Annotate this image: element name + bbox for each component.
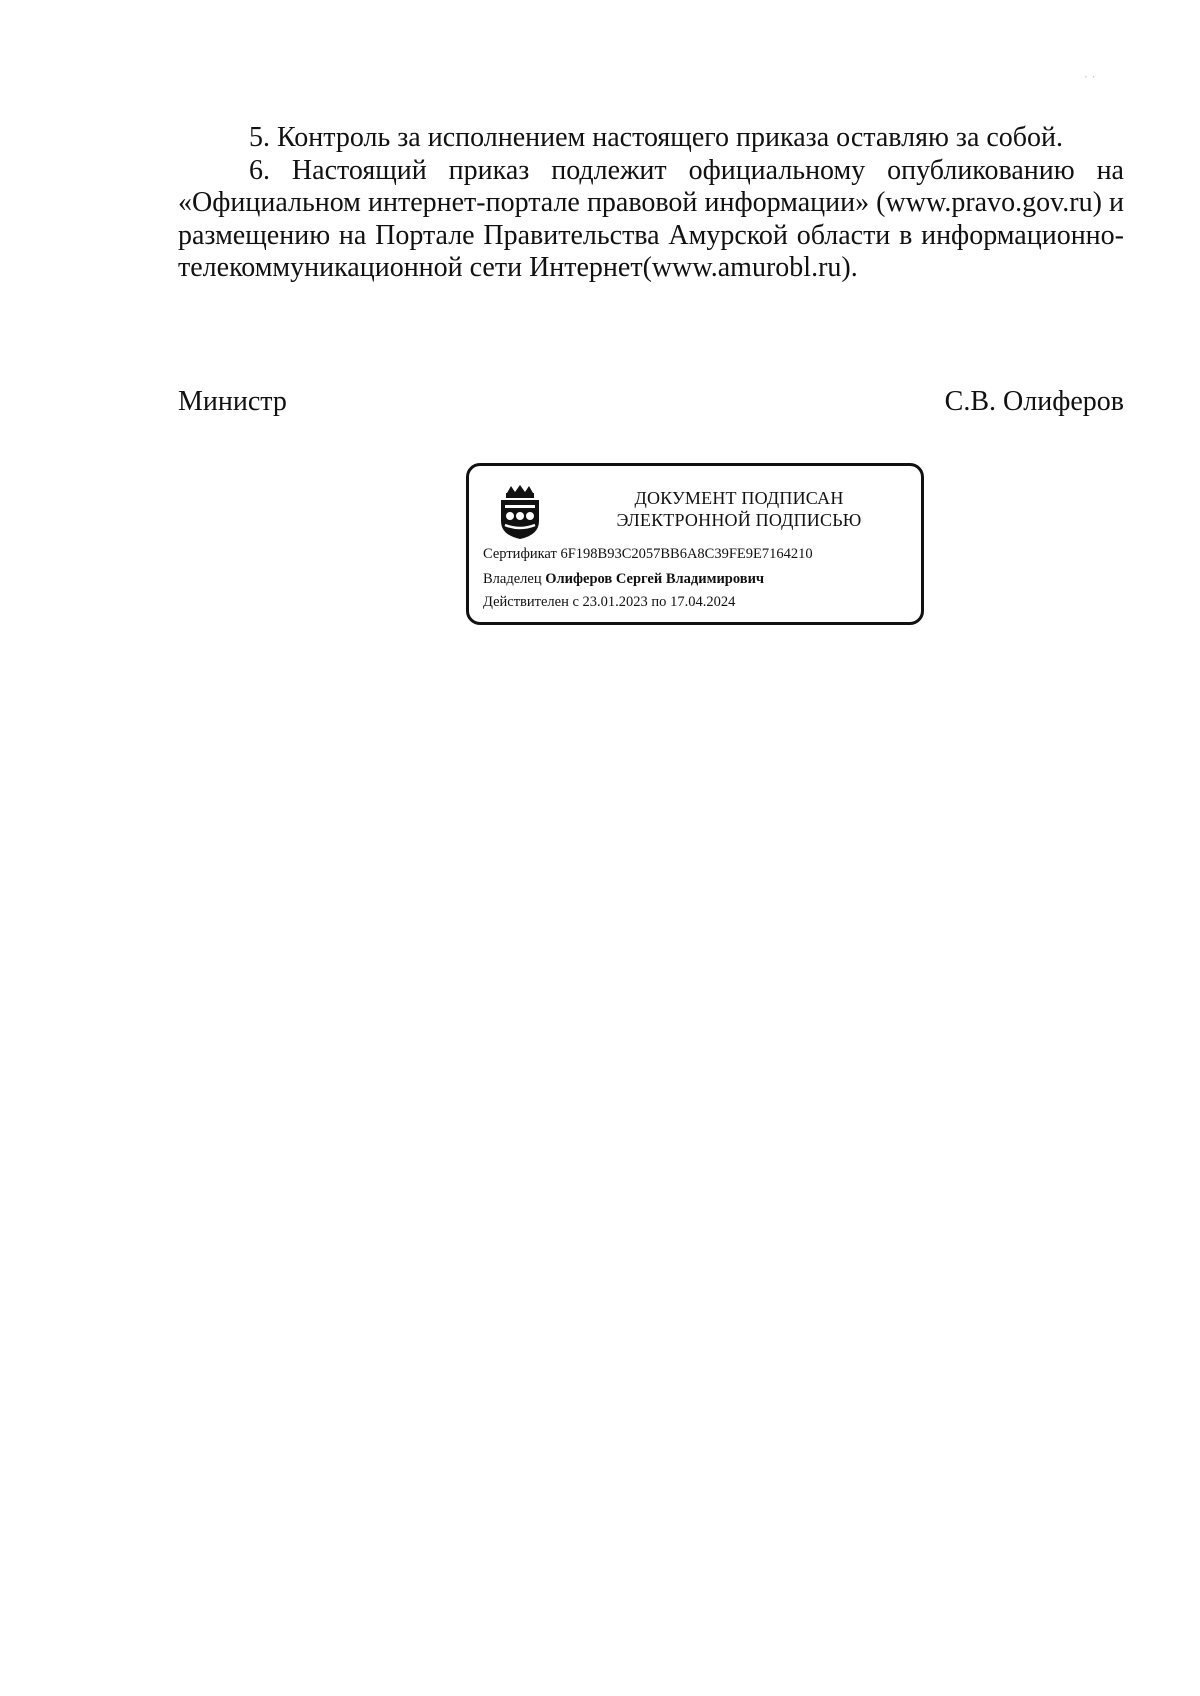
certificate-label: Сертификат xyxy=(483,546,557,562)
scan-artifact: · · xyxy=(1084,70,1096,84)
validity-line xyxy=(483,594,735,611)
paragraph-5: 5. Контроль за исполнением настоящего приказа оставляю за собой. xyxy=(249,122,1064,153)
owner-line xyxy=(483,571,764,588)
valid-to-date: 17.04.2024 xyxy=(670,594,736,610)
stamp-heading-line-1: ДОКУМЕНТ ПОДПИСАН xyxy=(634,488,844,508)
stamp-heading xyxy=(579,487,899,531)
certificate-value: 6F198B93C2057BB6A8C39FE9E7164210 xyxy=(560,546,813,562)
certificate-line xyxy=(483,546,813,563)
owner-label: Владелец xyxy=(483,571,542,587)
owner-value: Олиферов Сергей Владимирович xyxy=(545,571,765,587)
valid-label: Действителен xyxy=(483,594,569,610)
valid-from-date: 23.01.2023 xyxy=(582,594,648,610)
valid-to-label: по xyxy=(651,594,667,610)
paragraph-6: 6. Настоящий приказ подлежит официальному опубликованию на «Официальном интернет-портале правовой информации» (www.pravo.gov.ru) и размещению на Портале Правительства Амурской области в информационно-телекоммуникационной сети Интернет(www.amurobl.ru). xyxy=(178,154,1124,283)
document-body xyxy=(178,122,1124,285)
signatory-position: Министр xyxy=(178,386,287,417)
coat-of-arms-icon xyxy=(495,483,545,541)
stamp-heading-line-2: ЭЛЕКТРОННОЙ ПОДПИСЬЮ xyxy=(616,510,862,530)
valid-from-label: с xyxy=(572,594,579,610)
electronic-signature-stamp xyxy=(466,463,924,625)
signatory-name: С.В. Олиферов xyxy=(944,386,1124,417)
